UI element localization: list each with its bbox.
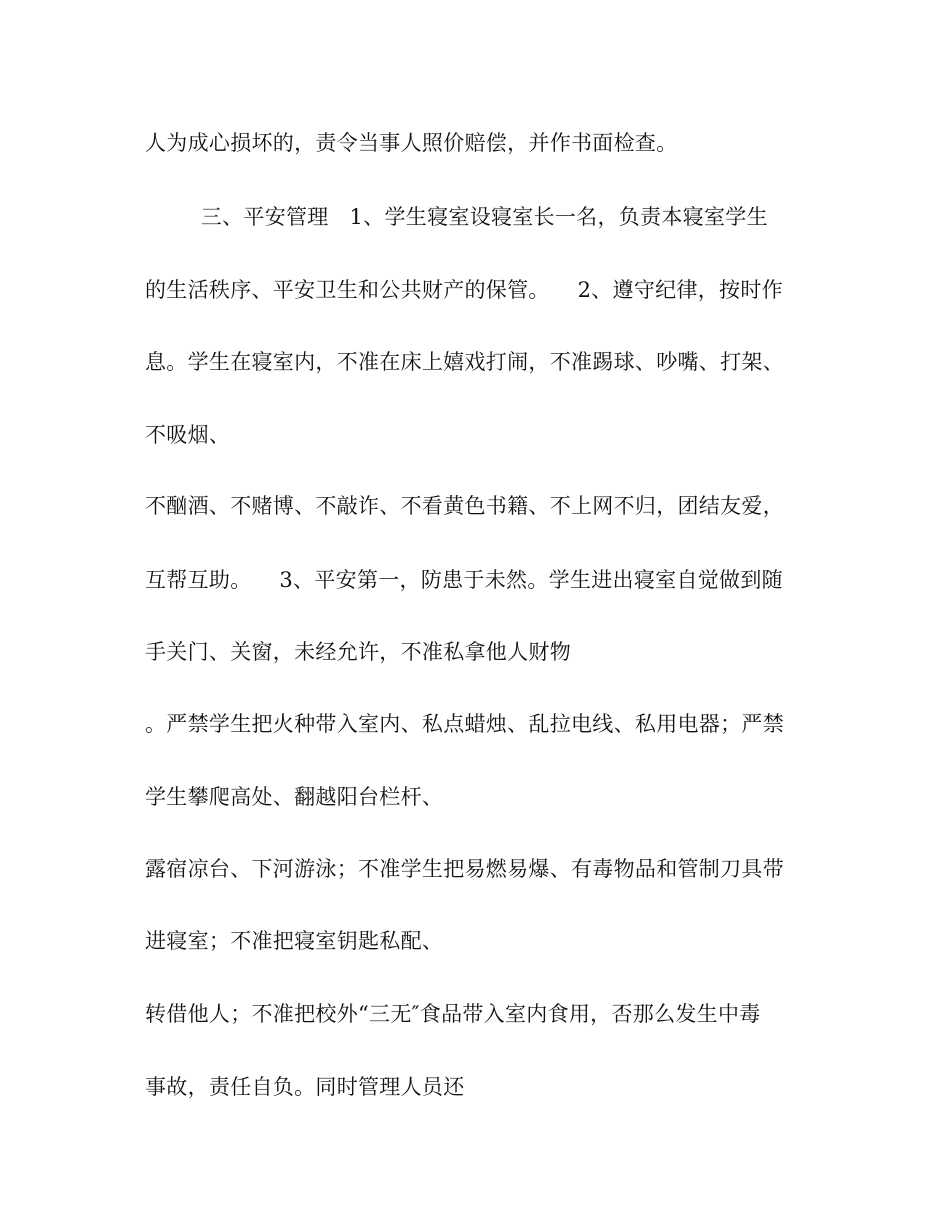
text-line: 转借他人；不准把校外“三无″食品带入室内食用，否那么发生中毒	[145, 1002, 761, 1026]
text-line: 进寝室；不准把寝室钥匙私配、	[145, 929, 444, 953]
text-line: 手关门、关窗，未经允许，不准私拿他人财物	[145, 640, 571, 664]
text-line: 的生活秩序、平安卫生和公共财产的保管。 2、遵守纪律，按时作	[145, 278, 783, 302]
text-line: 不吸烟、	[145, 423, 231, 447]
text-line: 人为成心损坏的，责令当事人照价赔偿，并作书面检查。	[145, 131, 678, 155]
text-line: 不酗酒、不赌博、不敲诈、不看黄色书籍、不上网不归，团结友爱，	[145, 494, 784, 518]
text-line: 息。学生在寝室内，不准在床上嬉戏打闹，不准踢球、吵嘴、打架、	[145, 350, 784, 374]
text-line: 学生攀爬高处、翻越阳台栏杆、	[145, 785, 444, 809]
text-line: 。严禁学生把火种带入室内、私点蜡烛、乱拉电线、私用电器；严禁	[145, 712, 784, 736]
text-line: 三、平安管理 1、学生寝室设寝室长一名，负责本寝室学生	[145, 205, 768, 229]
text-line: 露宿凉台、下河游泳；不准学生把易燃易爆、有毒物品和管制刀具带	[145, 857, 784, 881]
text-line: 互帮互助。 3、平安第一，防患于未然。学生进出寝室自觉做到随	[145, 568, 783, 592]
text-line: 事故，责任自负。同时管理人员还	[145, 1075, 465, 1099]
